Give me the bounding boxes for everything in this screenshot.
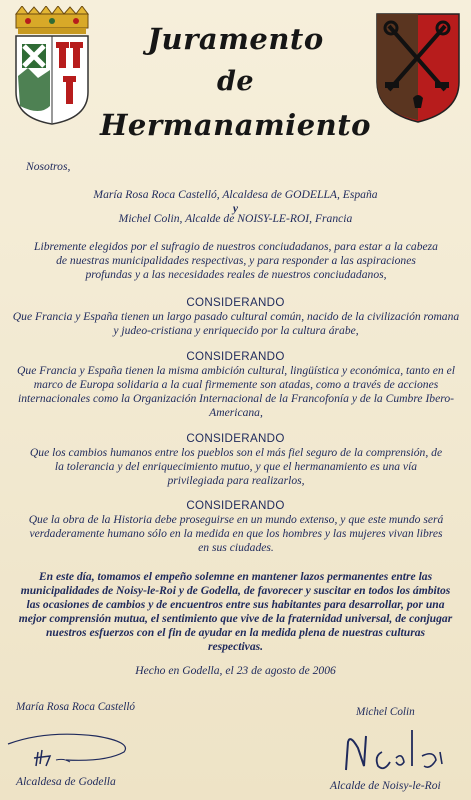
clause-1: Que Francia y España tienen un largo pasado cultural común, nacido de la civilización romana y judeo-cristiana y enriquecido por la cultura árabe, [12,310,460,337]
signatory-france: Michel Colin, Alcalde de NOISY-LE-ROI, Francia [118,212,353,225]
signature-left-mark [6,722,136,772]
clause-4: Que la obra de la Historia debe proseguirse en un mundo extenso, y que este mundo será verdaderamente humano sólo en la medida en que los hombres y las mujeres vivan libres en sus ciudades. [28,513,444,554]
signature-left-title: Alcaldesa de Godella [16,775,116,788]
signature-right-name: Michel Colin [356,706,415,718]
oath-paragraph: En este día, tomamos el empeño solemne en mantener lazos permanentes entre las municipalidades de Noisy-le-Roi y de Godella, de favorecer y suscitar en todos los ámbitos las ocasiones de cambios y de encuentros entre sus habitantes para desarrollar, por una mejor comprensión mutua, el sentimiento que vive de la fraternidad universal, de conjugar nuestros esfuerzos con el fin de ayudar en la medida plena de nuestras culturas respectivas. [18,570,453,653]
document-title-line-2: de [216,66,255,97]
signatory-connector: y [232,202,239,215]
document-title-line-3: Hermanamiento [100,108,371,142]
clause-2: Que Francia y España tienen la misma ambición cultural, lingüística y económica, tanto en el marco de Europa solidaria a la cual firmemente son atadas, como a través de acciones internacionales como la Organización Internacional de la Francofonía y de la Cumbre Ibero-Americana, [17,364,455,419]
signatory-spain: María Rosa Roca Castelló, Alcaldesa de GODELLA, España [93,188,378,201]
greeting: Nosotros, [26,160,71,173]
signature-right-title: Alcalde de Noisy-le-Roi [330,779,441,792]
considerando-heading: CONSIDERANDO [186,350,285,363]
signature-right-mark [338,722,456,776]
document-title-line-1: Juramento [147,22,324,56]
considerando-heading: CONSIDERANDO [186,432,285,445]
signature-left-name: María Rosa Roca Castelló [16,701,136,713]
place-and-date: Hecho en Godella, el 23 de agosto de 2006 [135,664,336,677]
clause-3: Que los cambios humanos entre los pueblos son el más fiel seguro de la comprensión, de la tolerancia y del enriquecimiento mutuo, y que el hermanamiento es una vía privilegiada para realizarlos, [29,446,443,487]
intro-paragraph: Libremente elegidos por el sufragio de nuestros conciudadanos, para estar a la cabeza de nuestras municipalidades respectivas, y para responder a las aspiraciones profundas y a las necesidades reales de nuestros conciudadanos, [34,240,438,281]
considerando-heading: CONSIDERANDO [186,499,285,512]
considerando-heading: CONSIDERANDO [186,296,285,309]
